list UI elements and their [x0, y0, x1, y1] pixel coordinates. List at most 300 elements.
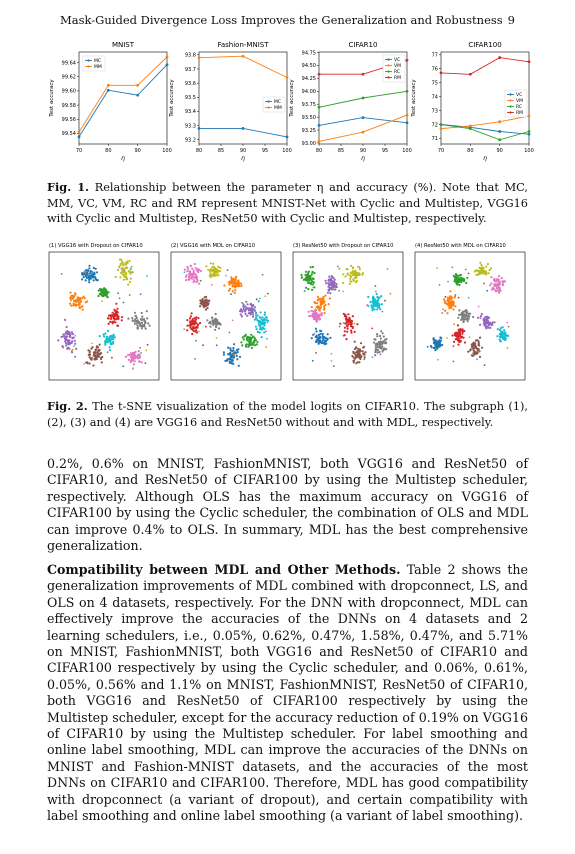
- y-tick-label: 93.8: [184, 52, 196, 59]
- data-point-RC: [528, 130, 531, 133]
- tsne-point: [372, 296, 374, 298]
- data-point-RM: [498, 56, 501, 59]
- tsne-point: [137, 328, 139, 330]
- data-point-VM: [318, 140, 321, 143]
- tsne-point: [329, 292, 331, 294]
- tsne-point: [238, 365, 240, 367]
- tsne-point: [113, 315, 115, 317]
- tsne-point: [82, 273, 84, 275]
- data-point-VC: [406, 121, 409, 124]
- tsne-point: [126, 260, 128, 262]
- tsne-point: [339, 323, 341, 325]
- tsne-point: [74, 340, 76, 342]
- tsne-point: [190, 315, 192, 317]
- series-line-MC: [79, 65, 167, 137]
- y-tick-label: 93.7: [184, 66, 196, 73]
- tsne-point: [505, 334, 507, 336]
- tsne-point: [109, 338, 111, 340]
- tsne-point: [227, 353, 229, 355]
- tsne-point: [438, 339, 440, 341]
- tsne-point: [308, 282, 310, 284]
- tsne-point: [360, 342, 362, 344]
- tsne-point: [265, 331, 267, 333]
- tsne-point: [104, 332, 106, 334]
- tsne-point: [254, 309, 256, 311]
- tsne-point: [121, 316, 123, 318]
- tsne-point: [128, 359, 130, 361]
- tsne-point: [211, 274, 213, 276]
- y-tick-label: 99.62: [61, 74, 76, 81]
- tsne-point: [186, 266, 188, 268]
- x-axis-label: η: [361, 155, 365, 162]
- tsne-point: [126, 267, 128, 269]
- data-point-VM: [362, 131, 365, 134]
- tsne-point: [212, 263, 214, 265]
- running-title: Mask-Guided Divergence Loss Improves the Generalization and Robustness: [60, 13, 503, 27]
- tsne-point: [507, 347, 509, 349]
- tsne-point: [465, 314, 467, 316]
- tsne-point: [458, 278, 460, 280]
- figure-1-caption-text: Relationship between the parameter η and accuracy (%). Note that MC, MM, VC, VM, RC and RM represent MNIST-Net with Cyclic and Multistep, VGG16 with Cyclic and Multistep, ResNet50 with Cyclic and Multistep, respectively.: [47, 181, 528, 225]
- tsne-point: [122, 274, 124, 276]
- tsne-point: [141, 312, 143, 314]
- tsne-point: [199, 322, 201, 324]
- tsne-point: [97, 279, 99, 281]
- tsne-point: [243, 338, 245, 340]
- tsne-point: [358, 272, 360, 274]
- tsne-point: [472, 355, 474, 357]
- page-header: [60, 13, 515, 29]
- tsne-point: [339, 326, 341, 328]
- data-point-MC: [242, 127, 245, 130]
- data-point-MC: [198, 127, 201, 130]
- tsne-point: [347, 313, 349, 315]
- tsne-point: [466, 277, 468, 279]
- tsne-point: [427, 346, 429, 348]
- tsne-point: [104, 288, 106, 290]
- tsne-point: [453, 361, 455, 363]
- tsne-point: [459, 328, 461, 330]
- tsne-point: [375, 291, 377, 293]
- tsne-point: [355, 354, 357, 356]
- tsne-point: [64, 340, 66, 342]
- tsne-point: [239, 310, 241, 312]
- tsne-point: [125, 273, 127, 275]
- y-tick-label: 99.54: [61, 131, 76, 138]
- figure-1: [47, 38, 534, 162]
- tsne-point: [98, 290, 100, 292]
- tsne-point: [493, 278, 495, 280]
- x-tick-label: 80: [315, 148, 323, 154]
- tsne-point: [186, 270, 188, 272]
- tsne-point: [195, 326, 197, 328]
- tsne-point: [374, 351, 376, 353]
- tsne-point: [344, 330, 346, 332]
- tsne-point: [301, 277, 303, 279]
- tsne-point: [72, 304, 74, 306]
- tsne-point: [188, 273, 190, 275]
- tsne-point: [101, 361, 103, 363]
- tsne-point: [140, 352, 142, 354]
- legend-label-VM: VM: [394, 64, 401, 70]
- tsne-point: [70, 297, 72, 299]
- tsne-point: [310, 310, 312, 312]
- tsne-point: [111, 357, 113, 359]
- tsne-point: [88, 281, 90, 283]
- tsne-point: [126, 278, 128, 280]
- data-point-MC: [286, 136, 289, 139]
- tsne-point: [466, 311, 468, 313]
- tsne-point: [321, 337, 323, 339]
- tsne-point: [457, 336, 459, 338]
- tsne-panel-title: (3) ResNet50 with Dropout on CIFAR10: [293, 243, 394, 249]
- tsne-point: [337, 266, 339, 268]
- tsne-point: [233, 343, 235, 345]
- tsne-point: [227, 269, 229, 271]
- tsne-point: [217, 274, 219, 276]
- tsne-point: [195, 340, 197, 342]
- tsne-point: [468, 318, 470, 320]
- tsne-point: [356, 350, 358, 352]
- tsne-point: [229, 288, 231, 290]
- legend-label-RM: RM: [394, 76, 402, 82]
- tsne-point: [232, 349, 234, 351]
- data-point-MC: [166, 63, 169, 66]
- tsne-point: [478, 344, 480, 346]
- tsne-point: [112, 343, 114, 345]
- tsne-point: [83, 363, 85, 365]
- legend-label-RM: RM: [516, 111, 524, 117]
- tsne-point: [214, 274, 216, 276]
- x-axis-label: η: [241, 155, 245, 162]
- tsne-point: [191, 268, 193, 270]
- tsne-point: [329, 337, 331, 339]
- tsne-point: [91, 271, 93, 273]
- tsne-point: [211, 317, 213, 319]
- tsne-point: [474, 352, 476, 354]
- tsne-point: [218, 327, 220, 329]
- tsne-point: [245, 308, 247, 310]
- tsne-point: [504, 280, 506, 282]
- tsne-point: [198, 283, 200, 285]
- tsne-point: [120, 263, 122, 265]
- tsne-point: [71, 351, 73, 353]
- tsne-point: [379, 308, 381, 310]
- series-line-RC: [441, 125, 529, 140]
- tsne-point: [485, 327, 487, 329]
- tsne-point: [315, 330, 317, 332]
- tsne-point: [234, 292, 236, 294]
- tsne-point: [342, 273, 344, 275]
- tsne-point: [117, 292, 119, 294]
- tsne-point: [486, 290, 488, 292]
- tsne-point: [265, 319, 267, 321]
- legend-marker-MC: [267, 100, 269, 102]
- tsne-point: [440, 344, 442, 346]
- tsne-point: [210, 268, 212, 270]
- tsne-point: [124, 263, 126, 265]
- tsne-point: [307, 272, 309, 274]
- tsne-point: [131, 266, 133, 268]
- tsne-point: [91, 359, 93, 361]
- tsne-point: [327, 292, 329, 294]
- data-point-MC: [78, 136, 81, 139]
- tsne-point: [254, 339, 256, 341]
- tsne-point: [69, 303, 71, 305]
- tsne-point: [249, 312, 251, 314]
- tsne-point: [351, 271, 353, 273]
- tsne-point: [477, 317, 479, 319]
- tsne-point: [456, 332, 458, 334]
- tsne-point: [384, 300, 386, 302]
- tsne-point: [264, 311, 266, 313]
- tsne-point: [362, 347, 364, 349]
- tsne-point: [246, 315, 248, 317]
- tsne-point: [257, 320, 259, 322]
- tsne-point: [204, 300, 206, 302]
- tsne-point: [202, 298, 204, 300]
- tsne-point: [350, 321, 352, 323]
- tsne-point: [184, 269, 186, 271]
- tsne-point: [451, 267, 453, 269]
- tsne-point: [333, 277, 335, 279]
- tsne-point: [446, 337, 448, 339]
- tsne-point: [65, 344, 67, 346]
- tsne-point: [96, 271, 98, 273]
- y-tick-label: 93.4: [184, 109, 196, 116]
- tsne-point: [79, 306, 81, 308]
- chart-title: CIFAR10: [348, 41, 378, 49]
- tsne-point: [209, 321, 211, 323]
- tsne-point: [194, 276, 196, 278]
- tsne-point: [485, 273, 487, 275]
- tsne-point: [490, 282, 492, 284]
- legend-marker-VM: [387, 64, 389, 66]
- tsne-point: [248, 308, 250, 310]
- tsne-point: [89, 356, 91, 358]
- legend-marker-RC: [509, 105, 511, 107]
- data-point-RM: [318, 73, 321, 76]
- tsne-point: [350, 265, 352, 267]
- tsne-point: [210, 262, 212, 264]
- tsne-point: [129, 260, 131, 262]
- tsne-point: [436, 341, 438, 343]
- data-point-VM: [498, 120, 501, 123]
- tsne-point: [200, 302, 202, 304]
- tsne-point: [479, 324, 481, 326]
- data-point-MM: [136, 84, 139, 87]
- tsne-point: [247, 346, 249, 348]
- legend-marker-VC: [509, 93, 511, 95]
- tsne-point: [107, 351, 109, 353]
- tsne-point: [451, 304, 453, 306]
- tsne-point: [316, 335, 318, 337]
- tsne-point: [322, 339, 324, 341]
- tsne-point: [324, 341, 326, 343]
- tsne-point: [118, 266, 120, 268]
- tsne-point: [325, 280, 327, 282]
- tsne-panel-title: (1) VGG16 with Dropout on CIFAR10: [49, 243, 143, 249]
- tsne-point: [462, 278, 464, 280]
- tsne-point: [458, 284, 460, 286]
- tsne-point: [141, 327, 143, 329]
- tsne-point: [502, 336, 504, 338]
- tsne-point: [57, 339, 59, 341]
- legend-label-RC: RC: [394, 70, 401, 76]
- tsne-point: [373, 308, 375, 310]
- legend-marker-VC: [387, 58, 389, 60]
- tsne-point: [318, 340, 320, 342]
- tsne-point: [384, 339, 386, 341]
- tsne-point: [305, 279, 307, 281]
- tsne-point: [316, 321, 318, 323]
- tsne-point: [239, 356, 241, 358]
- tsne-point: [130, 268, 132, 270]
- tsne-point: [136, 317, 138, 319]
- data-point-MC: [107, 89, 110, 92]
- tsne-point: [308, 275, 310, 277]
- tsne-point: [257, 331, 259, 333]
- tsne-point: [74, 335, 76, 337]
- tsne-point: [350, 330, 352, 332]
- tsne-point: [480, 317, 482, 319]
- tsne-point: [119, 276, 121, 278]
- tsne-point: [374, 301, 376, 303]
- tsne-point: [69, 336, 71, 338]
- tsne-point: [146, 317, 148, 319]
- tsne-point: [479, 267, 481, 269]
- tsne-point: [381, 303, 383, 305]
- tsne-point: [86, 277, 88, 279]
- tsne-point: [453, 341, 455, 343]
- paragraph-2-text: Table 2 shows the generalization improvements of MDL combined with dropconnect, LS, and OLS on 4 datasets, respectively. For the DNN with dropconnect, MDL can effectively improve the accuracies of the DNNs on 4 datasets and 2 learning schedulers, i.e., 0.05%, 0.62%, 0.47%, 1.58%, 0.47%, and 5.71% on MNIST, FashionMNIST, both VGG16 and ResNet50 of CIFAR10 and CIFAR100 respectively by using the Cyclic scheduler, and 0.06%, 0.61%, 0.05%, 0.56% and 1.1% on MNIST, FashionMNIST, ResNet50 of CIFAR10, both VGG16 and ResNet50 of CIFAR100 respectively by using the Multistep scheduler, except for the accuracy reduction of 0.19% on VGG16 of CIFAR10 by using the Multistep scheduler. For label smoothing and online label smoothing, MDL can improve the accuracies of the DNNs on MNIST and Fashion-MNIST datasets, and the accuracies of the most DNNs on CIFAR10 and CIFAR100. Therefore, MDL has good compatibility with dropconnect (a variant of dropout), and certain compatibility with label smoothing and online label smoothing (a variant of label smoothing).: [47, 562, 528, 824]
- tsne-point: [143, 325, 145, 327]
- tsne-point: [487, 263, 489, 265]
- tsne-point: [464, 315, 466, 317]
- tsne-point: [219, 267, 221, 269]
- tsne-point: [228, 281, 230, 283]
- tsne-point: [91, 346, 93, 348]
- tsne-point: [328, 303, 330, 305]
- tsne-point: [72, 333, 74, 335]
- tsne-point: [436, 267, 438, 269]
- tsne-point: [484, 364, 486, 366]
- chart-title: CIFAR100: [468, 41, 502, 49]
- figure-2-caption: [47, 399, 528, 431]
- tsne-point: [376, 293, 378, 295]
- tsne-point: [380, 295, 382, 297]
- tsne-point: [319, 337, 321, 339]
- tsne-point: [250, 334, 252, 336]
- tsne-point: [256, 298, 258, 300]
- tsne-point: [138, 321, 140, 323]
- tsne-point: [375, 285, 377, 287]
- tsne-point: [447, 281, 449, 283]
- tsne-point: [132, 319, 134, 321]
- tsne-point: [347, 273, 349, 275]
- y-tick-label: 94.75: [301, 50, 316, 57]
- tsne-point: [263, 331, 265, 333]
- tsne-point: [206, 302, 208, 304]
- tsne-point: [383, 335, 385, 337]
- tsne-point: [190, 277, 192, 279]
- tsne-point: [251, 305, 253, 307]
- tsne-panel-2: [171, 243, 281, 380]
- tsne-point: [267, 320, 269, 322]
- chart-3: [411, 41, 534, 162]
- legend-label-VC: VC: [516, 93, 523, 99]
- tsne-point: [452, 300, 454, 302]
- tsne-point: [452, 308, 454, 310]
- tsne-point: [459, 314, 461, 316]
- tsne-point: [241, 285, 243, 287]
- tsne-point: [240, 283, 242, 285]
- tsne-point: [229, 358, 231, 360]
- tsne-point: [356, 280, 358, 282]
- tsne-point: [194, 330, 196, 332]
- tsne-panel-4: [415, 243, 525, 380]
- tsne-point: [216, 337, 218, 339]
- tsne-point: [313, 287, 315, 289]
- tsne-point: [256, 328, 258, 330]
- tsne-point: [123, 268, 125, 270]
- tsne-point: [195, 274, 197, 276]
- x-tick-label: 80: [195, 148, 203, 154]
- data-point-RC: [440, 123, 443, 126]
- tsne-point: [189, 317, 191, 319]
- tsne-point: [320, 333, 322, 335]
- tsne-point: [132, 360, 134, 362]
- tsne-point: [451, 334, 453, 336]
- tsne-point: [310, 278, 312, 280]
- tsne-point: [464, 341, 466, 343]
- tsne-point: [70, 305, 72, 307]
- data-point-VC: [498, 130, 501, 133]
- tsne-point: [192, 329, 194, 331]
- tsne-point: [352, 326, 354, 328]
- tsne-point: [376, 308, 378, 310]
- data-point-RM: [362, 73, 365, 76]
- tsne-point: [83, 276, 85, 278]
- tsne-point: [463, 280, 465, 282]
- tsne-point: [131, 317, 133, 319]
- tsne-point: [489, 323, 491, 325]
- legend-label-RC: RC: [516, 105, 523, 111]
- y-tick-label: 94.00: [301, 89, 316, 96]
- tsne-point: [193, 317, 195, 319]
- tsne-point: [478, 306, 480, 308]
- tsne-point: [232, 290, 234, 292]
- tsne-point: [311, 271, 313, 273]
- tsne-point: [494, 280, 496, 282]
- tsne-point: [496, 335, 498, 337]
- tsne-point: [480, 315, 482, 317]
- tsne-point: [73, 345, 75, 347]
- series-line-VM: [319, 115, 407, 141]
- paragraph-2: [47, 562, 528, 824]
- tsne-point: [318, 343, 320, 345]
- tsne-point: [238, 285, 240, 287]
- tsne-point: [251, 347, 253, 349]
- tsne-point: [469, 336, 471, 338]
- tsne-point: [99, 353, 101, 355]
- tsne-point: [232, 347, 234, 349]
- tsne-point: [194, 358, 196, 360]
- tsne-point: [129, 354, 131, 356]
- tsne-point: [112, 312, 114, 314]
- tsne-point: [120, 259, 122, 261]
- tsne-point: [261, 336, 263, 338]
